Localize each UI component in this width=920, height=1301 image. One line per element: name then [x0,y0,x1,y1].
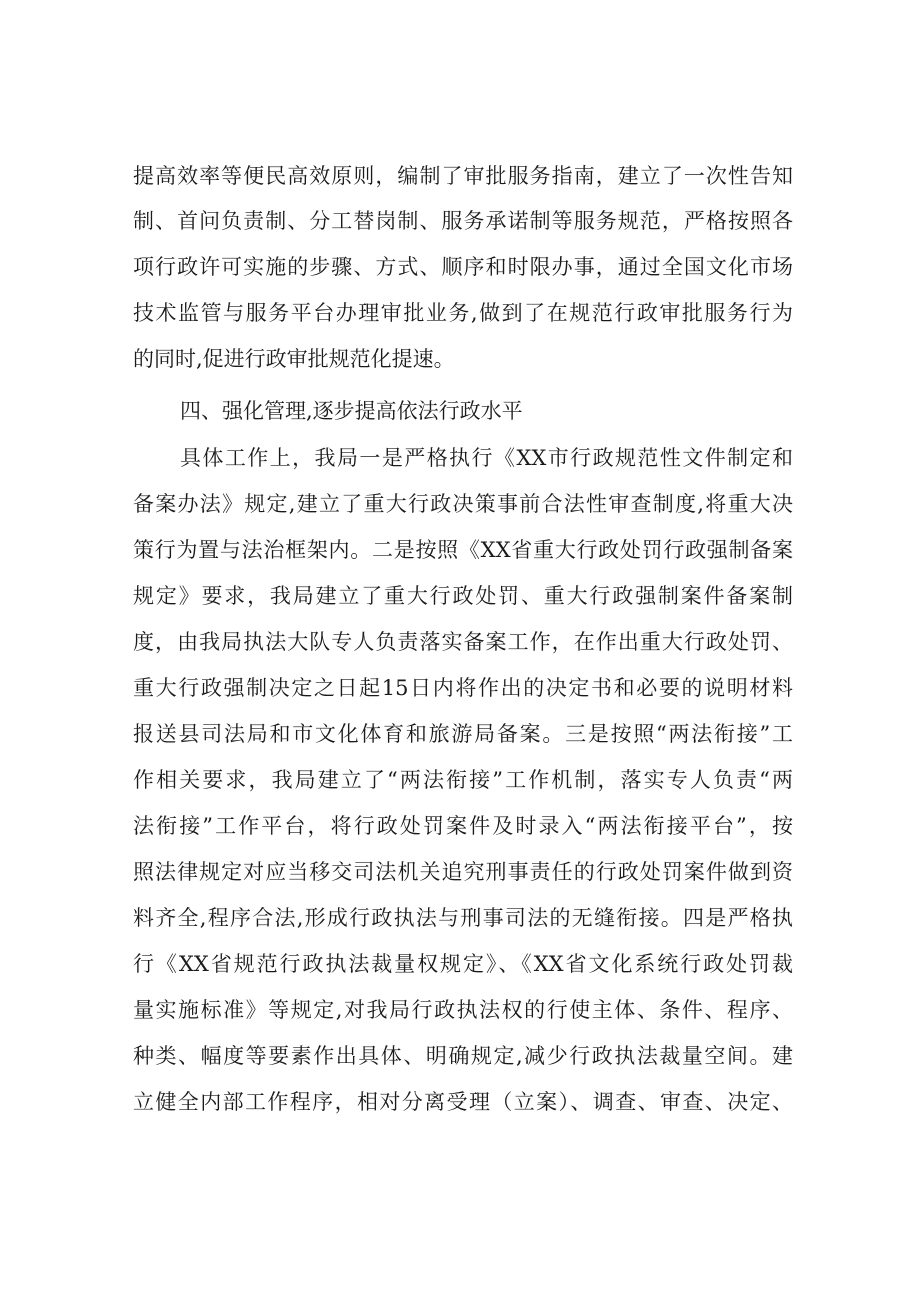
body-line-15: 法衔接”工作平台，将行政处罚案件及时录入“两法衔接平台”，按 [133,814,793,838]
body-line-5: 的同时,促进行政审批规范化提速。 [133,347,455,371]
body-line-10: 规定》要求，我局建立了重大行政处罚、重大行政强制案件备案制 [133,584,793,608]
body-line-7: 具体工作上，我局一是严格执行《XX市行政规范性文件制定和 [180,446,793,470]
body-line-16: 照法律规定对应当移交司法机关追究刑事责任的行政处罚案件做到资 [133,860,793,884]
body-line-21: 立健全内部工作程序，相对分离受理（立案）、调查、审查、决定、 [133,1090,793,1114]
body-line-2: 制、首问负责制、分工替岗制、服务承诺制等服务规范，严格按照各 [133,209,793,233]
body-line-19: 量实施标准》等规定,对我局行政执法权的行使主体、条件、程序、 [133,998,793,1022]
body-line-9: 策行为置与法治框架内。二是按照《XX省重大行政处罚行政强制备案 [133,538,793,562]
body-line-13: 报送县司法局和市文化体育和旅游局备案。三是按照“两法衔接”工 [133,722,793,746]
body-line-18: 行《XX省规范行政执法裁量权规定》、《XX省文化系统行政处罚裁 [133,952,793,976]
body-line-17: 料齐全,程序合法,形成行政执法与刑事司法的无缝衔接。四是严格执 [133,906,793,930]
body-line-1: 提高效率等便民高效原则，编制了审批服务指南，建立了一次性告知 [133,164,793,188]
body-line-14: 作相关要求，我局建立了“两法衔接”工作机制，落实专人负责“两 [133,768,793,792]
section-heading: 四、强化管理,逐步提高依法行政水平 [180,399,523,423]
body-line-20: 种类、幅度等要素作出具体、明确规定,减少行政执法裁量空间。建 [133,1044,793,1068]
body-line-11: 度，由我局执法大队专人负责落实备案工作，在作出重大行政处罚、 [133,630,793,654]
body-line-8: 备案办法》规定,建立了重大行政决策事前合法性审查制度,将重大决 [133,492,793,516]
body-line-12: 重大行政强制决定之日起15日内将作出的决定书和必要的说明材料 [133,676,793,700]
body-line-4: 技术监管与服务平台办理审批业务,做到了在规范行政审批服务行为 [133,301,793,325]
body-line-3: 项行政许可实施的步骤、方式、顺序和时限办事，通过全国文化市场 [133,255,793,279]
